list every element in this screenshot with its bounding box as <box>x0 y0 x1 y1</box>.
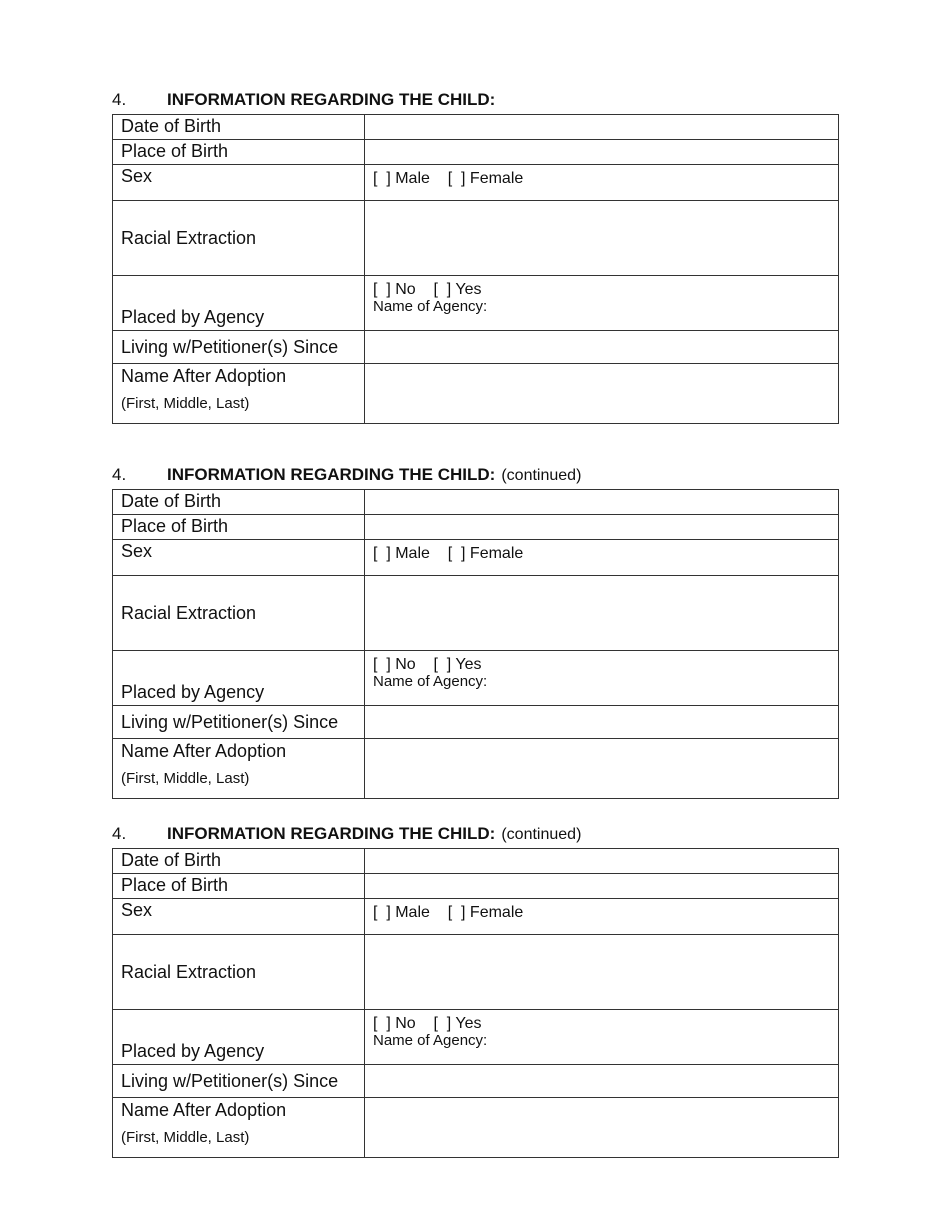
sex-options[interactable]: [ ] Male [ ] Female <box>373 545 524 562</box>
name-after-adoption-text: Name After Adoption <box>121 366 287 386</box>
agency-name-label: Name of Agency: <box>373 673 488 690</box>
row-racial-extraction <box>113 935 839 1010</box>
row-placed-by-agency <box>113 276 839 331</box>
field-placed-by-agency[interactable] <box>365 651 839 706</box>
section-title: INFORMATION REGARDING THE CHILD: <box>167 824 496 843</box>
field-place-of-birth[interactable] <box>365 874 839 899</box>
row-living-since <box>113 1065 839 1098</box>
label-placed-by-agency: Placed by Agency <box>113 651 365 706</box>
name-after-adoption-text: Name After Adoption <box>121 1100 287 1120</box>
section-heading <box>112 465 581 485</box>
field-racial-extraction[interactable] <box>365 201 839 276</box>
field-placed-by-agency[interactable] <box>365 1010 839 1065</box>
label-name-after-adoption <box>113 364 365 424</box>
section-title: INFORMATION REGARDING THE CHILD: <box>167 90 496 109</box>
field-living-since[interactable] <box>365 706 839 739</box>
section-number: 4. <box>112 465 127 484</box>
row-place-of-birth <box>113 140 839 165</box>
field-racial-extraction[interactable] <box>365 576 839 651</box>
row-name-after-adoption <box>113 1098 839 1158</box>
row-sex <box>113 165 839 201</box>
label-racial-extraction: Racial Extraction <box>113 201 365 276</box>
field-sex[interactable] <box>365 540 839 576</box>
field-name-after-adoption[interactable] <box>365 364 839 424</box>
field-name-after-adoption[interactable] <box>365 739 839 799</box>
row-place-of-birth <box>113 515 839 540</box>
child-info-table <box>112 114 839 424</box>
label-sex: Sex <box>113 899 365 935</box>
field-place-of-birth[interactable] <box>365 515 839 540</box>
label-living-since: Living w/Petitioner(s) Since <box>113 1065 365 1098</box>
row-sex <box>113 899 839 935</box>
field-date-of-birth[interactable] <box>365 115 839 140</box>
label-racial-extraction: Racial Extraction <box>113 576 365 651</box>
row-name-after-adoption <box>113 739 839 799</box>
label-racial-extraction: Racial Extraction <box>113 935 365 1010</box>
field-date-of-birth[interactable] <box>365 490 839 515</box>
row-placed-by-agency <box>113 1010 839 1065</box>
agency-name-label: Name of Agency: <box>373 1032 488 1049</box>
label-sex: Sex <box>113 540 365 576</box>
section-number: 4. <box>112 90 127 109</box>
field-place-of-birth[interactable] <box>365 140 839 165</box>
row-date-of-birth <box>113 849 839 874</box>
child-info-table <box>112 489 839 799</box>
field-name-after-adoption[interactable] <box>365 1098 839 1158</box>
continued-label: (continued) <box>501 467 582 484</box>
row-sex <box>113 540 839 576</box>
sex-options[interactable]: [ ] Male [ ] Female <box>373 904 524 921</box>
continued-label: (continued) <box>501 826 582 843</box>
field-date-of-birth[interactable] <box>365 849 839 874</box>
row-date-of-birth <box>113 115 839 140</box>
label-place-of-birth: Place of Birth <box>113 874 365 899</box>
label-date-of-birth: Date of Birth <box>113 490 365 515</box>
label-placed-by-agency: Placed by Agency <box>113 276 365 331</box>
field-racial-extraction[interactable] <box>365 935 839 1010</box>
child-info-table <box>112 848 839 1158</box>
section-heading <box>112 824 581 844</box>
label-name-after-adoption <box>113 1098 365 1158</box>
name-after-adoption-text: Name After Adoption <box>121 741 287 761</box>
label-date-of-birth: Date of Birth <box>113 115 365 140</box>
agency-options[interactable]: [ ] No [ ] Yes <box>373 656 482 673</box>
row-living-since <box>113 706 839 739</box>
label-sex: Sex <box>113 165 365 201</box>
agency-name-label: Name of Agency: <box>373 298 488 315</box>
row-placed-by-agency <box>113 651 839 706</box>
field-sex[interactable] <box>365 165 839 201</box>
row-racial-extraction <box>113 201 839 276</box>
label-name-after-adoption <box>113 739 365 799</box>
label-living-since: Living w/Petitioner(s) Since <box>113 331 365 364</box>
label-date-of-birth: Date of Birth <box>113 849 365 874</box>
row-racial-extraction <box>113 576 839 651</box>
section-heading <box>112 90 501 110</box>
name-format-hint: (First, Middle, Last) <box>121 770 250 787</box>
field-sex[interactable] <box>365 899 839 935</box>
label-place-of-birth: Place of Birth <box>113 140 365 165</box>
row-living-since <box>113 331 839 364</box>
row-place-of-birth <box>113 874 839 899</box>
section-title: INFORMATION REGARDING THE CHILD: <box>167 465 496 484</box>
label-living-since: Living w/Petitioner(s) Since <box>113 706 365 739</box>
label-place-of-birth: Place of Birth <box>113 515 365 540</box>
section-number: 4. <box>112 824 127 843</box>
name-format-hint: (First, Middle, Last) <box>121 1129 250 1146</box>
row-date-of-birth <box>113 490 839 515</box>
agency-options[interactable]: [ ] No [ ] Yes <box>373 281 482 298</box>
field-placed-by-agency[interactable] <box>365 276 839 331</box>
name-format-hint: (First, Middle, Last) <box>121 395 250 412</box>
field-living-since[interactable] <box>365 1065 839 1098</box>
sex-options[interactable]: [ ] Male [ ] Female <box>373 170 524 187</box>
row-name-after-adoption <box>113 364 839 424</box>
field-living-since[interactable] <box>365 331 839 364</box>
label-placed-by-agency: Placed by Agency <box>113 1010 365 1065</box>
agency-options[interactable]: [ ] No [ ] Yes <box>373 1015 482 1032</box>
